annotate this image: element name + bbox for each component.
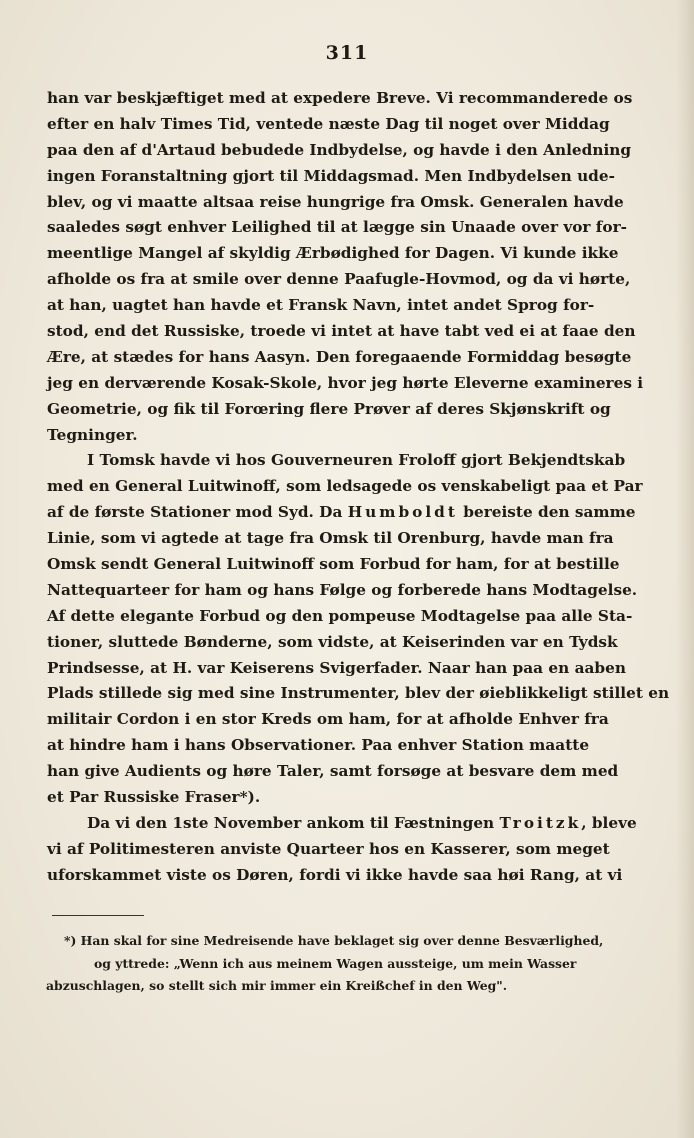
text-line-with-name [47,811,637,837]
text-line: ingen Foranstaltning gjort til Middagsmad. Men Indbydelsen ude- [47,166,615,185]
text-line: Nattequarteer for ham og hans Følge og forberede hans Modtagelse. [47,580,638,599]
footnote-divider [52,915,144,916]
text-line: saaledes søgt enhver Leilighed til at lægge sin Unaade over vor for- [47,218,627,237]
text-line: Ære, at stædes for hans Aasyn. Den foregaaende Formiddag besøgte [47,347,632,366]
text-line-with-name [47,500,636,526]
text-line: Plads stillede sig med sine Instrumenter, blev der øieblikkeligt stillet en [47,684,670,703]
footnote-line: og yttrede: „Wenn ich aus meinem Wagen aussteige, um mein Wasser [94,955,577,971]
text-segment: bereiste den samme [463,503,636,522]
spaced-name: Humboldt [347,503,458,522]
text-line: tioner, sluttede Bønderne, som vidste, at Keiserinden var en Tydsk [47,632,618,651]
text-line: militair Cordon i en stor Kreds om ham, for at afholde Enhver fra [47,710,609,729]
text-line: han var beskjæftiget med at expedere Breve. Vi recommanderede os [47,89,633,107]
text-line: meentlige Mangel af skyldig Ærbødighed for Dagen. Vi kunde ikke [47,244,619,263]
text-line: at han, uagtet han havde et Fransk Navn, intet andet Sprog for- [47,296,595,315]
footnote-line: abzuschlagen, so stellt sich mir immer ein Kreißchef in den Weg". [46,978,508,993]
text-line: efter en halv Times Tid, ventede næste Dag til noget over Middag [47,114,610,133]
text-line: blev, og vi maatte altsaa reise hungrige fra Omsk. Generalen havde [47,192,624,211]
spaced-name: Troitzk [499,813,582,832]
text-line: han give Audients og høre Taler, samt forsøge at besvare dem med [47,762,619,781]
text-line: Omsk sendt General Luitwinoff som Forbud for ham, for at bestille [47,555,620,574]
text-line: paa den af d'Artaud bebudede Indbydelse, og havde i den Anledning [47,140,632,159]
page-number: 311 [325,42,369,64]
text-line: I Tomsk havde vi hos Gouverneuren Froloff gjort Bekjendtskab [87,451,626,470]
text-line: vi af Politimesteren anviste Quarteer hos en Kasserer, som meget [47,839,610,858]
text-line: Geometrie, og fik til Forœring flere Prøver af deres Skjønskrift og [47,399,611,418]
text-segment: Da vi den 1ste November ankom til Fæstningen [87,813,495,832]
text-line: at hindre ham i hans Observationer. Paa enhver Station maatte [47,736,590,755]
text-line: uforskammet viste os Døren, fordi vi ikke havde saa høi Rang, at vi [47,865,623,884]
text-line: afholde os fra at smile over denne Paafugle-Hovmod, og da vi hørte, [47,270,631,289]
text-line: Linie, som vi agtede at tage fra Omsk til Orenburg, havde man fra [47,529,614,548]
text-line: Af dette elegante Forbud og den pompeuse Modtagelse paa alle Sta- [47,606,633,625]
text-line: stod, end det Russiske, troede vi intet at have tabt ved ei at faae den [47,322,636,341]
text-segment: af de første Stationer mod Syd. Da [47,503,343,522]
text-line: et Par Russiske Fraser*). [47,788,261,807]
footnote [46,930,604,998]
body-text [47,86,670,889]
text-line: jeg en derværende Kosak-Skole, hvor jeg hørte Eleverne examineres i [47,373,644,392]
text-line: Tegninger. [47,425,138,444]
page-edge-shadow [676,0,694,1138]
text-line: Prindsesse, at H. var Keiserens Svigerfader. Naar han paa en aaben [47,658,626,677]
footnote-line: *) Han skal for sine Medreisende have beklaget sig over denne Besværlighed, [64,933,604,948]
text-segment: , bleve [581,813,637,832]
text-line: med en General Luitwinoff, som ledsagede os venskabeligt paa et Par [47,477,643,496]
